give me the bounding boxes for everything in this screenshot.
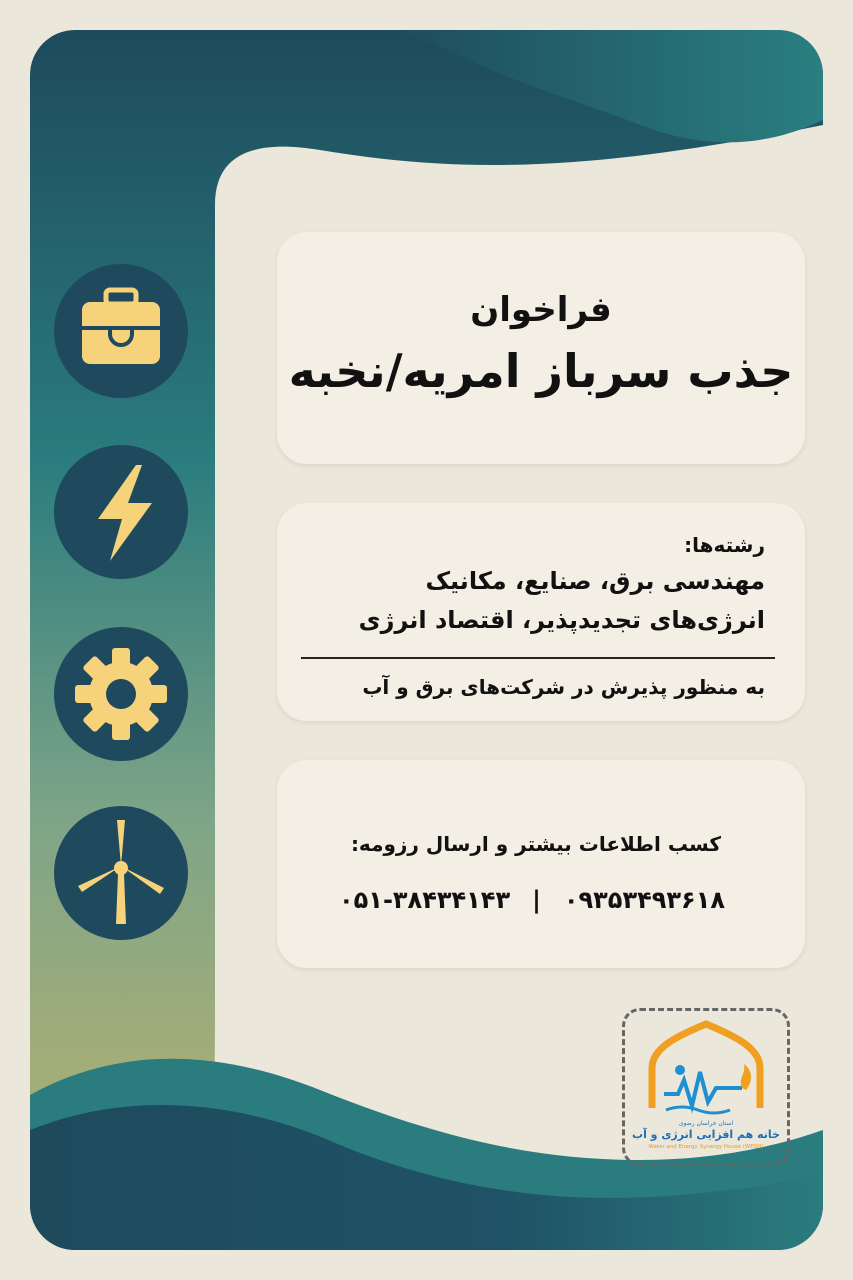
divider xyxy=(301,657,775,659)
fields-line-1: مهندسی برق، صنایع، مکانیک xyxy=(425,567,765,595)
contact-card xyxy=(277,760,805,968)
phone-landline[interactable]: ۰۵۱-۳۸۴۳۴۱۴۳ xyxy=(339,886,511,914)
lightning-icon xyxy=(54,445,188,579)
title-line-1: فراخوان xyxy=(470,290,612,330)
logo-province: استان خراسان رضوی xyxy=(678,1120,734,1127)
fields-label: رشته‌ها: xyxy=(684,533,765,557)
organization-logo xyxy=(622,1008,790,1166)
phone-separator: | xyxy=(532,886,542,914)
fields-card xyxy=(277,503,805,721)
fields-note: به منظور پذیرش در شرکت‌های برق و آب xyxy=(362,675,765,699)
phone-mobile[interactable]: ۰۹۳۵۳۴۹۳۶۱۸ xyxy=(563,886,725,914)
phone-numbers xyxy=(339,886,725,914)
logo-english: Water and Energy Synergy House (WESH) xyxy=(648,1144,764,1150)
title-line-2: جذب سرباز امریه/نخبه xyxy=(288,344,794,398)
briefcase-icon xyxy=(54,264,188,398)
contact-label: کسب اطلاعات بیشتر و ارسال رزومه: xyxy=(350,832,721,856)
wind-turbine-icon xyxy=(54,806,188,940)
title-card xyxy=(277,232,805,464)
fields-line-2: انرژی‌های تجدیدپذیر، اقتصاد انرژی xyxy=(358,606,765,634)
logo-emblem-icon xyxy=(622,1008,790,1166)
logo-name: خانه هم افزایی انرژی و آب xyxy=(632,1128,780,1141)
gear-icon xyxy=(54,627,188,761)
